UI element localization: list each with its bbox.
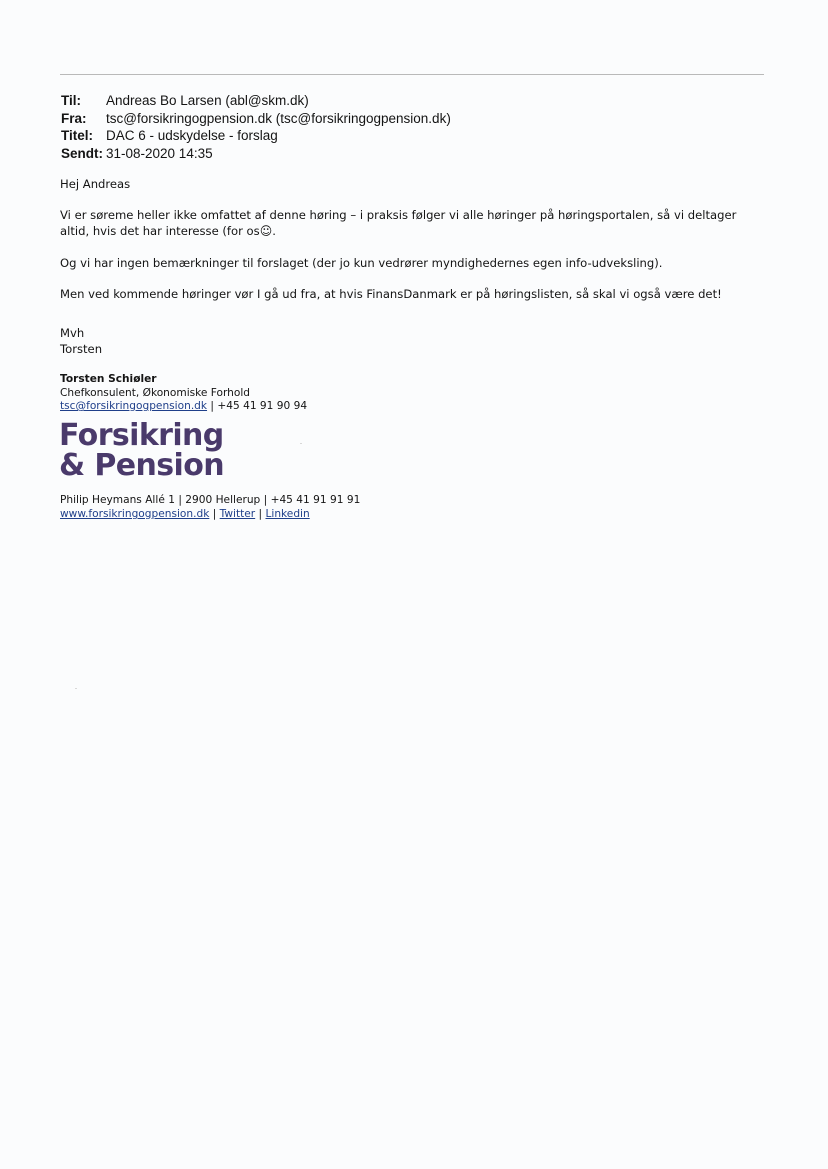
- header-from: [61, 110, 451, 128]
- paragraph-1-text: Vi er søreme heller ikke omfattet af denne høring – i praksis følger vi alle høringer på høringsportalen, så vi deltager altid, hvis det har interesse (for os: [60, 208, 737, 238]
- website-link[interactable]: www.forsikringogpension.dk: [60, 508, 210, 520]
- signature-contact: [60, 400, 307, 414]
- header-to: [61, 92, 451, 110]
- header-sent: [61, 145, 451, 163]
- header-divider: [60, 74, 764, 75]
- signature-phone: | +45 41 91 90 94: [207, 400, 308, 412]
- company-logo: [59, 418, 225, 483]
- closing: [60, 326, 102, 357]
- closing-name: Torsten: [60, 341, 103, 356]
- signature-email-link[interactable]: tsc@forsikringogpension.dk: [60, 400, 208, 412]
- signature-name: Torsten Schiøler: [60, 373, 157, 385]
- smiley-icon: ☺: [259, 224, 273, 238]
- header-label: Titel:: [61, 128, 94, 143]
- logo-line-2: & Pension: [59, 448, 225, 483]
- footer-links: [60, 507, 360, 521]
- linkedin-link[interactable]: Linkedin: [265, 508, 310, 520]
- signature-title: Chefkonsulent, Økonomiske Forhold: [60, 386, 251, 399]
- scan-speck: [75, 688, 77, 689]
- paragraph-2: Og vi har ingen bemærkninger til forslaget (der jo kun vedrører myndighedernes egen info-udveksling).: [60, 256, 663, 270]
- closing-line: Mvh: [60, 326, 85, 340]
- header-value: 31-08-2020 14:35: [106, 145, 213, 161]
- scan-speck: [300, 443, 302, 444]
- link-separator: |: [209, 508, 220, 520]
- link-separator: |: [255, 508, 266, 520]
- footer: [60, 493, 360, 521]
- header-subject: [61, 127, 451, 145]
- header-value: Andreas Bo Larsen (abl@skm.dk): [106, 93, 309, 108]
- logo-line-1: Forsikring: [59, 418, 224, 453]
- greeting: Hej Andreas: [60, 177, 131, 191]
- header-label: Til:: [61, 93, 81, 108]
- header-value: DAC 6 - udskydelse - forslag: [106, 128, 278, 143]
- footer-address: Philip Heymans Allé 1 | 2900 Hellerup | +45 41 91 91 91: [60, 494, 361, 506]
- twitter-link[interactable]: Twitter: [219, 508, 256, 520]
- header-label: Sendt:: [61, 145, 103, 161]
- paragraph-1-tail: .: [272, 224, 276, 238]
- header-label: Fra:: [61, 110, 87, 126]
- email-headers: [61, 92, 451, 162]
- signature: [60, 373, 307, 414]
- paragraph-1: [60, 207, 760, 239]
- header-value: tsc@forsikringogpension.dk (tsc@forsikringogpension.dk): [106, 110, 451, 126]
- paragraph-3: Men ved kommende høringer vør I gå ud fra, at hvis FinansDanmark er på høringslisten, så skal vi også være det!: [60, 287, 722, 301]
